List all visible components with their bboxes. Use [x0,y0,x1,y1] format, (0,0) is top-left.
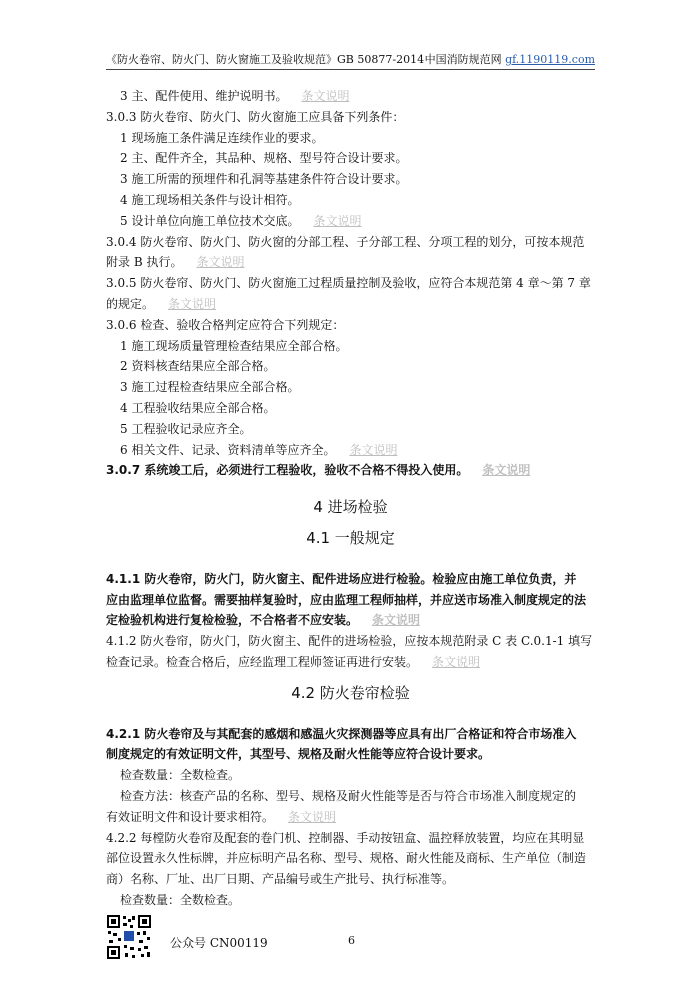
list-item: 1 现场施工条件满足连续作业的要求。 [120,130,324,145]
clause-3-0-5: 3.0.5 防火卷帘、防火门、防火窗施工过程质量控制及验收，应符合本规范第 4 章～第 7 章 [106,276,591,291]
inspection-quantity: 检查数量：全数检查。 [120,892,241,907]
clause-4-1-2-cont: 检查记录。检查合格后，应经监理工程师签证再进行安装。 条文说明 [106,654,481,669]
list-item: 5 工程验收记录应齐全。 [120,421,252,436]
inspection-quantity: 检查数量：全数检查。 [120,768,241,783]
qr-code-icon [106,914,152,960]
clause-3-0-7: 3.0.7 系统竣工后，必须进行工程验收，验收不合格不得投入使用。 条文说明 [106,463,531,478]
clause-note-link[interactable]: 条文说明 [372,613,421,628]
page-footer [106,914,595,964]
clause-4-1-1: 4.1.1 防火卷帘，防火门，防火窗主、配件进场应进行检验。检验应由施工单位负责，并 [106,571,577,586]
document-body [106,86,595,911]
clause-note-link[interactable]: 条文说明 [301,89,350,103]
clause-4-2-2-cont: 部位设置永久性标牌，并应标明产品名称、型号、规格、耐火性能及商标、生产单位（制造 [106,851,587,866]
clause-4-1-2: 4.1.2 防火卷帘，防火门，防火窗主、配件的进场检验，应按本规范附录 C 表 C.0.1-1 填写 [106,634,593,649]
clause-note-link[interactable]: 条文说明 [313,213,362,228]
section-heading: 4.2 防火卷帘检验 [291,683,410,702]
header-title: 《防火卷帘、防火门、防火窗施工及验收规范》GB 50877-2014 [106,53,425,66]
clause-4-2-1: 4.2.1 防火卷帘及与其配套的感烟和感温火灾探测器等应具有出厂合格证和符合市场准入 [106,726,577,741]
clause-3-0-5-cont: 的规定。 条文说明 [106,296,217,311]
clause-note-link[interactable]: 条文说明 [168,296,217,311]
page-number: 6 [348,934,355,947]
list-item: 3 主、配件使用、维护说明书。 条文说明 [120,89,350,103]
chapter-heading: 4 进场检验 [313,498,388,517]
header-site-name: 中国消防规范网 [424,53,502,66]
list-item: 1 施工现场质量管理检查结果应全部合格。 [120,338,348,353]
list-item: 3 施工所需的预埋件和孔洞等基建条件符合设计要求。 [120,172,408,187]
page-header [106,49,595,70]
clause-note-link[interactable]: 条文说明 [196,255,245,270]
clause-4-2-2-cont: 商）名称、厂址、出厂日期、产品编号或生产批号、执行标准等。 [106,872,455,887]
list-item: 5 设计单位向施工单位技术交底。 条文说明 [120,213,362,228]
clause-4-1-1-cont: 应由监理单位监督。需要抽样复验时，应由监理工程师抽样，并应送市场准入制度规定的法 [106,592,587,607]
clause-4-2-1-cont: 制度规定的有效证明文件，其型号、规格及耐火性能等应符合设计要求。 [106,747,491,762]
clause-3-0-4-cont: 附录 B 执行。 条文说明 [106,255,245,270]
list-item: 6 相关文件、记录、资料清单等应齐全。 条文说明 [120,442,398,457]
list-item: 3 施工过程检查结果应全部合格。 [120,380,300,395]
clause-4-1-1-cont: 定检验机构进行复检检验，不合格者不应安装。 条文说明 [106,613,421,628]
clause-note-link[interactable]: 条文说明 [432,654,481,669]
clause-3-0-4: 3.0.4 防火卷帘、防火门、防火窗的分部工程、子分部工程、分项工程的划分，可按本规范 [106,234,585,249]
clause-note-link[interactable]: 条文说明 [482,463,531,478]
list-item: 4 工程验收结果应全部合格。 [120,400,276,415]
section-heading: 4.1 一般规定 [306,528,395,547]
clause-4-2-2: 4.2.2 每樘防火卷帘及配套的卷门机、控制器、手动按钮盒、温控释放装置，均应在其明显 [106,830,585,845]
wechat-account: 公众号 CN00119 [170,936,268,950]
inspection-method: 检查方法：核查产品的名称、型号、规格及耐火性能等是否与符合市场准入制度规定的 [120,788,577,803]
inspection-method-cont: 有效证明文件和设计要求相符。 条文说明 [106,809,337,824]
list-item: 4 施工现场相关条件与设计相符。 [120,192,300,207]
list-item: 2 资料核查结果应全部合格。 [120,359,276,374]
clause-3-0-3: 3.0.3 防火卷帘、防火门、防火窗施工应具备下列条件： [106,109,405,124]
clause-note-link[interactable]: 条文说明 [288,809,337,824]
header-url-link[interactable]: gf.1190119.com [505,53,595,66]
clause-3-0-6: 3.0.6 检查、验收合格判定应符合下列规定： [106,317,345,332]
header-site [425,51,595,67]
list-item: 2 主、配件齐全，其品种、规格、型号符合设计要求。 [120,151,408,166]
clause-note-link[interactable]: 条文说明 [349,442,398,457]
